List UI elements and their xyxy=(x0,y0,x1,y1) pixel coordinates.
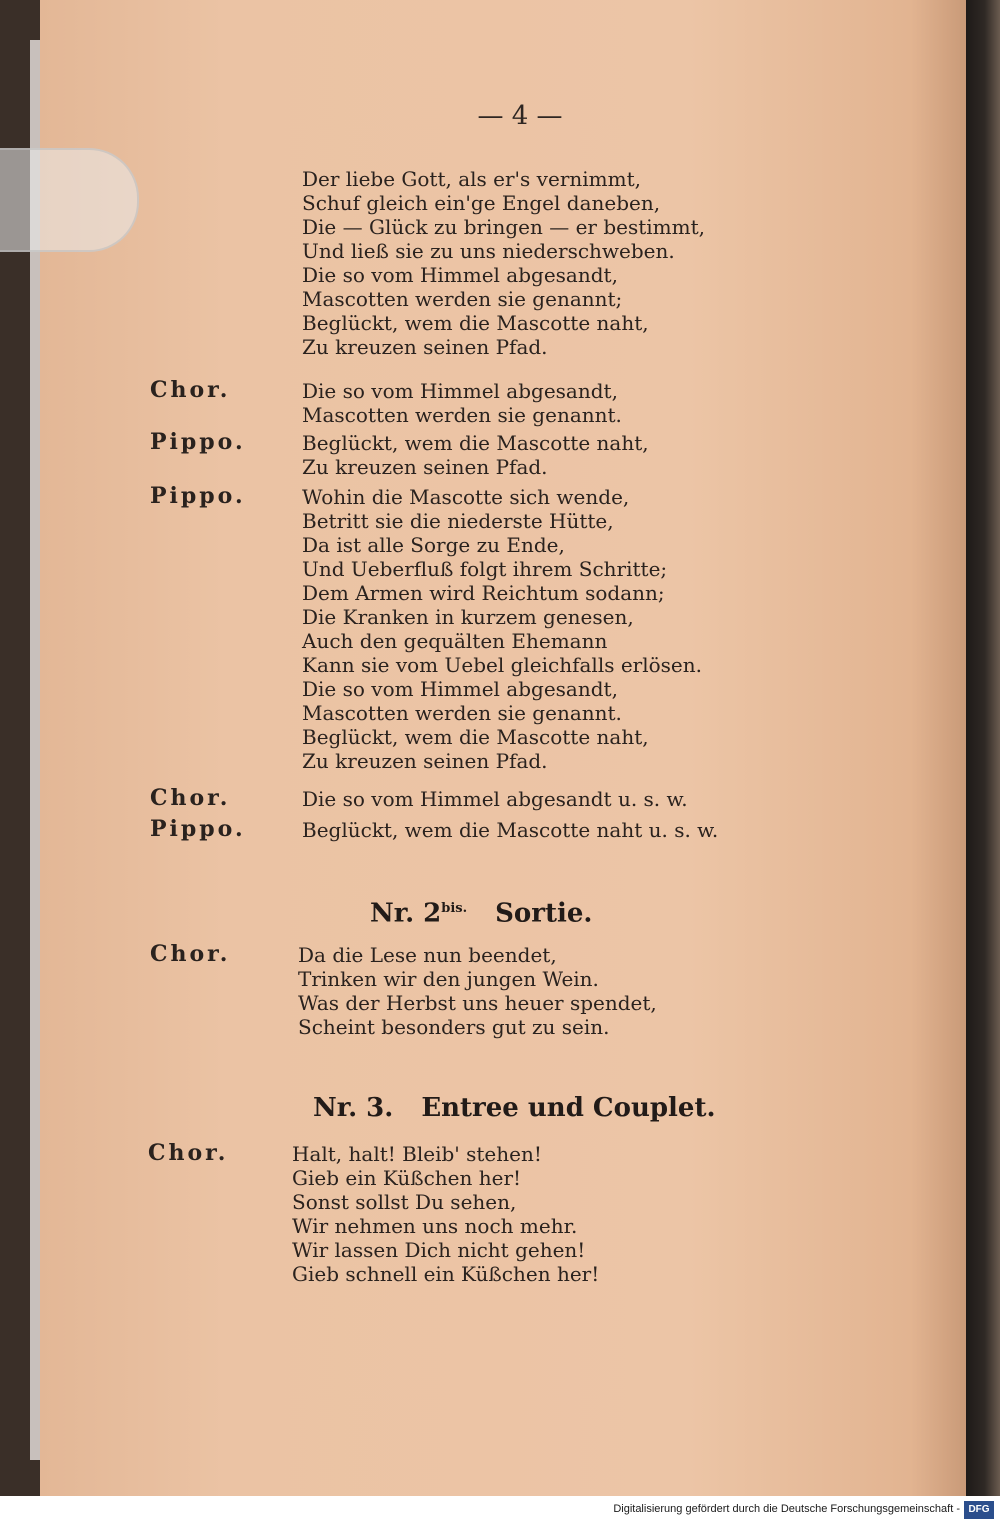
verse-line: Sonst sollst Du sehen, xyxy=(292,1190,517,1214)
verse-line: Wir lassen Dich nicht gehen! xyxy=(292,1238,586,1262)
verse-line: Beglückt, wem die Mascotte naht u. s. w. xyxy=(302,818,719,842)
verse-line: Die so vom Himmel abgesandt, xyxy=(302,263,618,287)
verse-line: Auch den gequälten Ehemann xyxy=(302,629,608,653)
footer-bar xyxy=(0,1496,1000,1525)
speaker-label: Pippo. xyxy=(150,816,246,842)
verse-line: Zu kreuzen seinen Pfad. xyxy=(302,335,548,359)
verse-line: Scheint besonders gut zu sein. xyxy=(298,1015,610,1039)
verse-line: Betritt sie die niederste Hütte, xyxy=(302,509,614,533)
verse-line: Gieb schnell ein Küßchen her! xyxy=(292,1262,600,1286)
verse-line: Wohin die Mascotte sich wende, xyxy=(302,485,630,509)
speaker-label: Chor. xyxy=(150,785,231,811)
section-2-number: Nr. 2 xyxy=(370,898,442,929)
verse-line: Mascotten werden sie genannt; xyxy=(302,287,623,311)
verse-line: Halt, halt! Bleib' stehen! xyxy=(292,1142,542,1166)
speaker-label: Chor. xyxy=(150,377,231,403)
section-3-title: Entree und Couplet. xyxy=(421,1093,716,1123)
verse-line: Dem Armen wird Reichtum sodann; xyxy=(302,581,665,605)
verse-line: Da die Lese nun beendet, xyxy=(298,943,557,967)
footer-text: Digitalisierung gefördert durch die Deutsche Forschungsgemeinschaft - xyxy=(613,1503,960,1515)
verse-line: Und Ueberfluß folgt ihrem Schritte; xyxy=(302,557,668,581)
verse-line: Der liebe Gott, als er's vernimmt, xyxy=(302,167,641,191)
verse-line: Zu kreuzen seinen Pfad. xyxy=(302,455,548,479)
verse-line: Die Kranken in kurzem genesen, xyxy=(302,605,634,629)
speaker-label: Pippo. xyxy=(150,483,246,509)
verse-line: Die — Glück zu bringen — er bestimmt, xyxy=(302,215,705,239)
verse-line: Trinken wir den jungen Wein. xyxy=(298,967,599,991)
speaker-label: Pippo. xyxy=(150,429,246,455)
clip-mark xyxy=(0,148,139,252)
verse-line: Die so vom Himmel abgesandt, xyxy=(302,379,618,403)
verse-line: Schuf gleich ein'ge Engel daneben, xyxy=(302,191,661,215)
verse-line: Wir nehmen uns noch mehr. xyxy=(292,1214,578,1238)
verse-line: Beglückt, wem die Mascotte naht, xyxy=(302,431,649,455)
verse-line: Kann sie vom Uebel gleichfalls erlösen. xyxy=(302,653,703,677)
verse-line: Zu kreuzen seinen Pfad. xyxy=(302,749,548,773)
verse-line: Da ist alle Sorge zu Ende, xyxy=(302,533,565,557)
verse-line: Und ließ sie zu uns niederschweben. xyxy=(302,239,675,263)
verse-line: Beglückt, wem die Mascotte naht, xyxy=(302,725,649,749)
verse-line: Mascotten werden sie genannt. xyxy=(302,403,622,427)
verse-line: Die so vom Himmel abgesandt, xyxy=(302,677,618,701)
verse-line: Die so vom Himmel abgesandt u. s. w. xyxy=(302,787,688,811)
dfg-logo: DFG xyxy=(964,1501,994,1519)
section-3-number: Nr. 3. xyxy=(313,1093,394,1123)
verse-line: Mascotten werden sie genannt. xyxy=(302,701,622,725)
section-2-heading xyxy=(370,893,592,930)
book-spine xyxy=(966,0,1000,1496)
section-2-title: Sortie. xyxy=(495,898,593,929)
verse-line: Beglückt, wem die Mascotte naht, xyxy=(302,311,649,335)
page-number: — 4 — xyxy=(477,101,563,131)
section-2-superscript: bis. xyxy=(441,901,468,916)
section-3-heading xyxy=(313,1092,716,1124)
verse-line: Was der Herbst uns heuer spendet, xyxy=(298,991,657,1015)
verse-line: Gieb ein Küßchen her! xyxy=(292,1166,522,1190)
speaker-label: Chor. xyxy=(148,1140,229,1166)
speaker-label: Chor. xyxy=(150,941,231,967)
